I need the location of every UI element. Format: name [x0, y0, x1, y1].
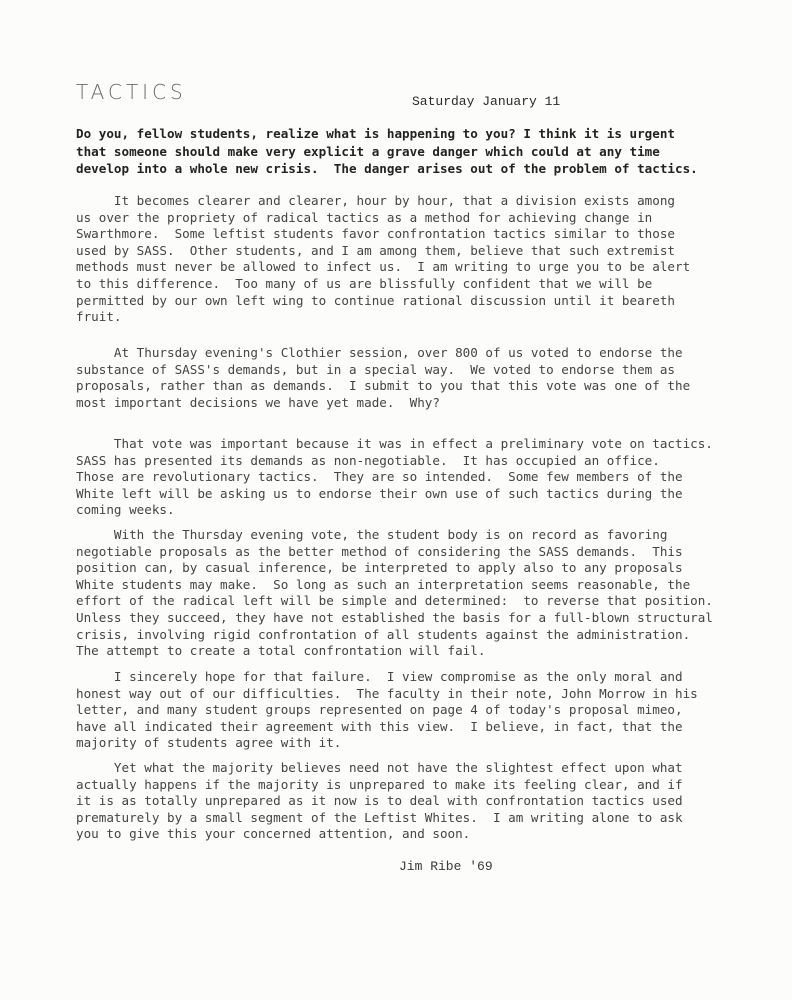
- body-paragraph: I sincerely hope for that failure. I view compromise as the only moral and honest way out of our difficulties. The faculty in their note, John Morrow in his letter, and many student groups represented on page 4 of today's proposal mimeo, have all indicated their agreement with this view. I believe, in fact, that the majority of students agree with it.: [76, 669, 698, 751]
- handwritten-title: TACTICS: [76, 80, 187, 104]
- intro-paragraph: Do you, fellow students, realize what is happening to you? I think it is urgent that someone should make very explicit a grave danger which could at any time develop into a whole new crisis. The danger arises out of the problem of tactics.: [76, 126, 698, 176]
- body-paragraph: Yet what the majority believes need not have the slightest effect upon what actually happens if the majority is unprepared to make its feeling clear, and if it is as totally unprepared as it now is to deal with confrontation tactics used prematurely by a small segment of the Leftist Whites. I am writing alone to ask you to give this your concerned attention, and soon.: [76, 760, 683, 842]
- body-paragraph: At Thursday evening's Clothier session, over 800 of us voted to endorse the substance of SASS's demands, but in a special way. We voted to endorse them as proposals, rather than as demands. I submit to you that this vote was one of the most important decisions we have yet made. Why?: [76, 345, 691, 410]
- body-paragraph: That vote was important because it was in effect a preliminary vote on tactics. SASS has presented its demands as non-negotiable. It has occupied an office. Those are revolutionary tactics. They are so intended. Some few members of the White left will be asking us to endorse their own use of such tactics during the coming weeks.: [76, 436, 713, 518]
- signature: Jim Ribe '69: [399, 859, 493, 874]
- body-paragraph: It becomes clearer and clearer, hour by hour, that a division exists among us over the propriety of radical tactics as a method for achieving change in Swarthmore. Some leftist students favor confrontation tactics similar to those used by SASS. Other students, and I am among them, believe that such extremist methods must never be allowed to infect us. I am writing to urge you to be alert to this difference. Too many of us are blissfully confident that we will be permitted by our own left wing to continue rational discussion until it beareth fruit.: [76, 193, 691, 325]
- letter-date: Saturday January 11: [412, 94, 561, 109]
- body-paragraph: With the Thursday evening vote, the student body is on record as favoring negotiable proposals as the better method of considering the SASS demands. This position can, by casual inference, be interpreted to apply also to any proposals White students may make. So long as such an interpretation seems reasonable, the effort of the radical left will be simple and determined: to reverse that position. Unless they succeed, they have not established the basis for a full-blown structural crisis, involving rigid confrontation of all students against the administration. The attempt to create a total confrontation will fail.: [76, 527, 713, 659]
